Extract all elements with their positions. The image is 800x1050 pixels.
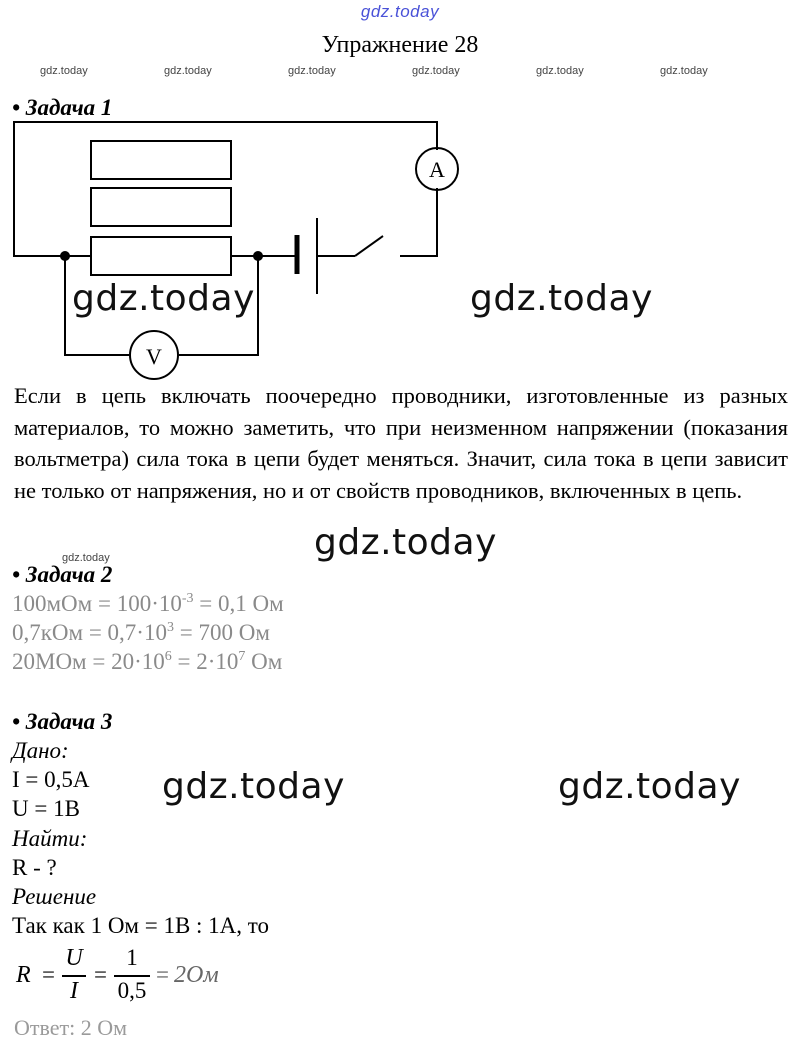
find-value: R - ? (12, 855, 57, 880)
watermark-small: gdz.today (40, 65, 88, 77)
solution-label: Решение (12, 884, 97, 909)
solution-text: Так как 1 Ом = 1В : 1А, то (12, 913, 270, 938)
formula-equals: = (94, 962, 107, 987)
ammeter-label: A (429, 157, 445, 182)
conversion-line: $0,7кОм = 0,7\cdot 10^3 = 700$ Ом (12, 620, 270, 645)
answer: Ответ: 2 Ом (14, 1015, 128, 1040)
watermark-small: gdz.today (164, 65, 212, 77)
formula-numerator: 1 (126, 945, 138, 970)
task1-explanation: Если в цепь включать поочередно проводники, изготовленные из разных материалов, то можно заметить, что при неизменном напряжении (показания вольтметра) сила тока в цепи будет меняться. Значит, сила тока в цепи зависит не только от напряжения, но и от свойств проводников, включенных в цепь. (14, 383, 788, 503)
watermark-large: gdz.today (162, 766, 345, 807)
formula-equals: = (156, 962, 169, 987)
formula-numerator: U (65, 945, 83, 971)
formula-denominator: I (70, 978, 78, 1004)
formula-lhs: R (16, 962, 31, 988)
watermark-large: gdz.today (558, 766, 741, 807)
watermark-small: gdz.today (288, 65, 336, 77)
watermark-small: gdz.today (62, 552, 110, 564)
page-title: Упражнение 28 (321, 32, 479, 58)
given-voltage: U = 1B (12, 796, 80, 821)
formula-denominator: 0,5 (117, 978, 147, 1003)
site-logo: gdz.today (360, 2, 440, 21)
watermark-small: gdz.today (660, 65, 708, 77)
task1-heading: • Задача 1 (12, 95, 113, 120)
task3-heading: • Задача 3 (12, 709, 113, 734)
given-label: Дано: (12, 738, 69, 763)
watermark-large: gdz.today (314, 522, 497, 563)
formula-equals: = (42, 962, 55, 987)
find-label: Найти: (12, 826, 88, 851)
conversion-line: $20МОм = 20\cdot 10^6 = 2\cdot 10^7$ Ом (12, 649, 283, 674)
voltmeter-label: V (146, 344, 162, 369)
conversion-line: $100мОм = 100\cdot 10^{-3} = 0,1$ Ом (12, 591, 284, 616)
formula-result: 2Ом (174, 962, 219, 988)
task2-heading: • Задача 2 (12, 562, 113, 587)
given-current: I = 0,5A (12, 767, 90, 792)
watermark-small: gdz.today (412, 65, 460, 77)
circuit-diagram (0, 0, 800, 380)
watermark-large: gdz.today (470, 278, 653, 319)
watermark-small: gdz.today (536, 65, 584, 77)
watermark-large: gdz.today (72, 278, 255, 319)
resistance-formula (14, 945, 274, 1010)
